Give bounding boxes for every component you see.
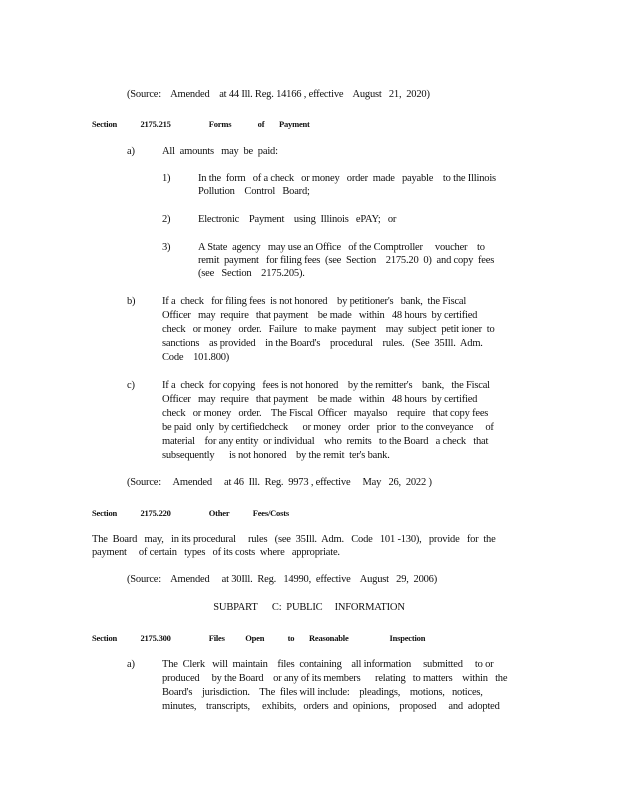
subsection-c-line: material for any entity or individual who remits to the Board a check that: [162, 436, 489, 447]
subsection-b-label: b): [127, 296, 136, 307]
section-300-a-line: Board's jurisdiction. The files will include: pleadings, motions, notices,: [162, 687, 483, 698]
section-2175-300-heading: Section 2175.300 Files Open to Reasonable Inspection: [92, 633, 426, 643]
subsection-b-line: Officer may require that payment be made within 48 hours by certified: [162, 310, 478, 321]
subsection-c-line: check or money order. The Fiscal Officer mayalso require that copy fees: [162, 408, 489, 419]
subsection-c-line: subsequently is not honored by the remit ter's bank.: [162, 450, 390, 461]
subsection-b-line: Code 101.800): [162, 352, 230, 363]
subsection-b-line: check or money order. Failure to make payment may subject petit ioner to: [162, 324, 495, 335]
section-2175-215-heading: Section 2175.215 Forms of Payment: [92, 119, 310, 129]
subsection-c-label: c): [127, 380, 135, 391]
source-note-2022: (Source: Amended at 46 Ill. Reg. 9973 , effective May 26, 2022 ): [127, 477, 432, 488]
item-3-line: remit payment for filing fees (see Section 2175.20 0) and copy fees: [198, 255, 495, 266]
subpart-c-heading: SUBPART C: PUBLIC INFORMATION: [213, 602, 405, 613]
item-3-line: A State agency may use an Office of the Comptroller voucher to: [198, 242, 485, 253]
section-2175-220-heading: Section 2175.220 Other Fees/Costs: [92, 508, 289, 518]
item-1-number: 1): [162, 173, 171, 184]
item-1-line: Pollution Control Board;: [198, 186, 310, 197]
subsection-c-line: Officer may require that payment be made within 48 hours by certified: [162, 394, 478, 405]
section-300-a-line: minutes, transcripts, exhibits, orders and opinions, proposed and adopted: [162, 701, 500, 712]
item-2-number: 2): [162, 214, 171, 225]
section-300-a-line: produced by the Board or any of its members relating to matters within the: [162, 673, 508, 684]
section-300-a-line: The Clerk will maintain files containing all information submitted to or: [162, 659, 494, 670]
subsection-c-line: If a check for copying fees is not honored by the remitter's bank, the Fiscal: [162, 380, 490, 391]
section-2175-220-line: payment of certain types of its costs where appropriate.: [92, 547, 340, 558]
section-300-a-label: a): [127, 659, 135, 670]
source-note-2020: (Source: Amended at 44 Ill. Reg. 14166 , effective August 21, 2020): [127, 89, 430, 100]
item-3-number: 3): [162, 242, 171, 253]
item-2-line: Electronic Payment using Illinois ePAY; or: [198, 214, 397, 225]
subsection-b-line: If a check for filing fees is not honored by petitioner's bank, the Fiscal: [162, 296, 467, 307]
subsection-a-label: a): [127, 146, 135, 157]
item-3-line: (see Section 2175.205).: [198, 268, 305, 279]
source-note-2006: (Source: Amended at 30Ill. Reg. 14990, effective August 29, 2006): [127, 574, 438, 585]
section-2175-220-line: The Board may, in its procedural rules (see 35Ill. Adm. Code 101 -130), provide for the: [92, 534, 496, 545]
subsection-a-text: All amounts may be paid:: [162, 146, 278, 157]
subsection-b-line: sanctions as provided in the Board's procedural rules. (See 35Ill. Adm.: [162, 338, 483, 349]
subsection-c-line: be paid only by certifiedcheck or money order prior to the conveyance of: [162, 422, 494, 433]
item-1-line: In the form of a check or money order made payable to the Illinois: [198, 173, 496, 184]
